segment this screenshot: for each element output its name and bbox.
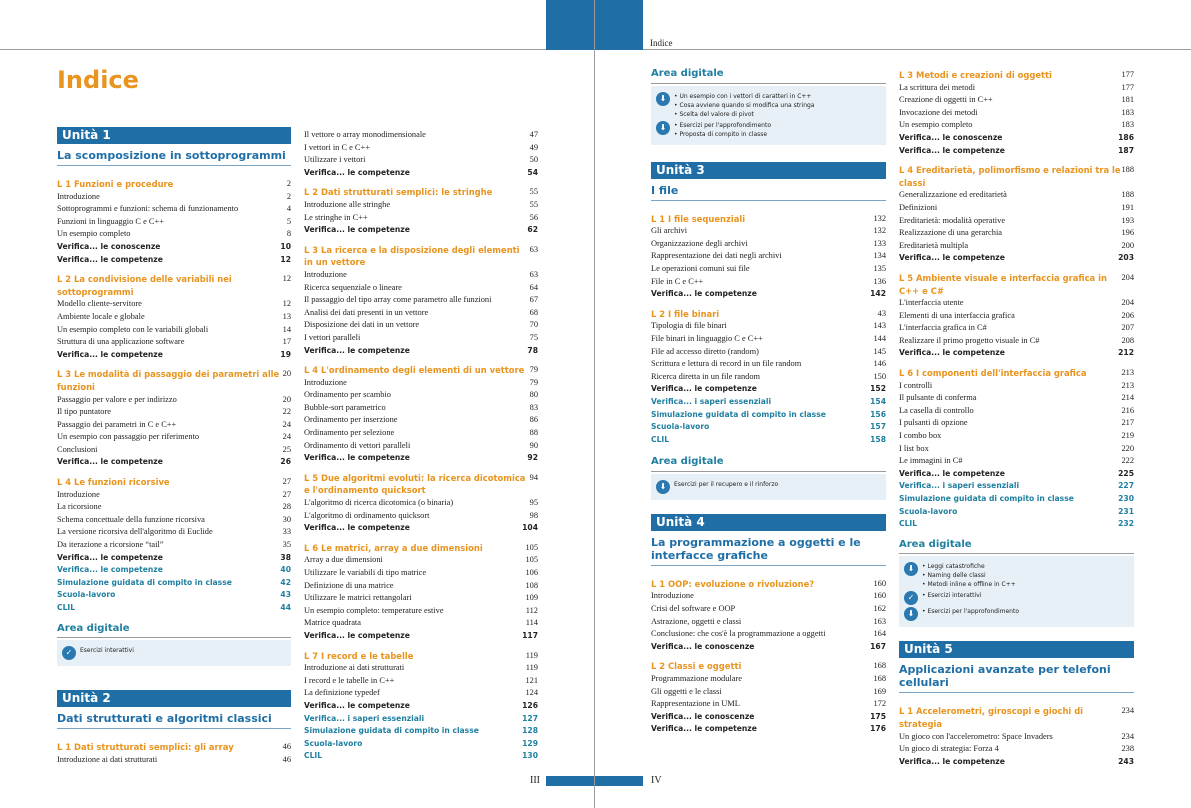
toc-entry[interactable]: Struttura di una applicazione software 17 [57,337,291,347]
toc-entry[interactable]: Scrittura e lettura di record in un file random 146 [651,359,886,369]
lesson-title[interactable]: L 5 Due algoritmi evoluti: la ricerca dicotomica e l'ordinamento quicksort 94 [304,472,538,496]
toc-entry[interactable]: Introduzione 2 [57,191,291,201]
verifica-entry[interactable]: Verifica... le conoscenze 167 [651,641,886,651]
unit-4-banner: Unità 4 [651,514,886,531]
lesson-title[interactable]: L 1 Dati strutturati semplici: gli array 46 [57,742,291,753]
area-digitale-box [651,86,886,145]
lesson-block [57,178,291,266]
download-icon: ⬇ [656,92,670,106]
area-digitale-heading: Area digitale [57,623,291,639]
verifica-entry[interactable]: Verifica... le competenze 126 [304,700,538,710]
toc-entry[interactable]: File ad accesso diretto (random) 145 [651,346,886,356]
verifica-entry[interactable]: Verifica... le competenze 12 [57,254,291,264]
toc-entry[interactable]: L'algoritmo di ricerca dicotomica (o binaria) 95 [304,498,538,508]
toc-entry[interactable]: Funzioni in linguaggio C e C++ 5 [57,216,291,226]
verifica-entry[interactable]: Simulazione guidata di compito in classe 156 [651,409,886,419]
toc-entry[interactable]: Bubble-sort parametrico 83 [304,402,538,412]
toc-entry[interactable]: Un esempio completo 183 [899,120,1134,130]
verifica-entry[interactable]: Verifica... le competenze 117 [304,630,538,640]
check-icon: ✓ [62,646,76,660]
lesson-block [651,660,886,736]
toc-entry[interactable]: Introduzione 79 [304,377,538,387]
lesson-title[interactable]: L 4 Le funzioni ricorsive 27 [57,477,291,488]
download-icon: ⬇ [904,607,918,621]
lesson-block [304,244,538,357]
lesson-title[interactable]: L 5 Ambiente visuale e interfaccia grafica in C++ e C# 204 [899,272,1134,296]
toc-entry[interactable]: I controlli 213 [899,380,1134,390]
unit-3-banner: Unità 3 [651,162,886,179]
lesson-title[interactable]: L 6 I componenti dell'interfaccia grafica 213 [899,368,1134,379]
toc-entry[interactable]: Invocazione dei metodi 183 [899,107,1134,117]
area-item[interactable]: • Metodi inline e offline in C++ [922,580,1016,589]
verifica-entry[interactable]: Verifica... le conoscenze 175 [651,711,886,721]
toc-entry[interactable]: Un esempio con passaggio per riferimento 24 [57,432,291,442]
page-gutter [594,0,595,808]
verifica-entry[interactable]: Scuola-lavoro 43 [57,590,291,600]
toc-entry[interactable]: Da iterazione a ricorsione “tail” 35 [57,540,291,550]
toc-entry[interactable]: Utilizzare le variabili di tipo matrice 106 [304,568,538,577]
toc-entry[interactable]: Ordinamento per inserzione 86 [304,415,538,425]
toc-entry[interactable]: Ordinamento di vettori paralleli 90 [304,440,538,450]
toc-column-4 [899,69,1134,775]
area-group [656,92,881,119]
lesson-title[interactable]: L 1 Funzioni e procedure 2 [57,179,291,189]
lesson-title[interactable]: L 7 I record e le tabelle 119 [304,650,538,661]
lesson-block [57,273,291,361]
area-digitale-box [899,556,1134,627]
verifica-entry[interactable]: Verifica... le competenze 92 [304,453,538,463]
verifica-entry[interactable]: Verifica... le conoscenze 186 [899,132,1134,142]
area-item[interactable]: • Naming delle classi [922,571,1016,580]
toc-entry[interactable]: Schema concettuale della funzione ricorsiva 30 [57,514,291,524]
toc-column-2 [304,129,538,770]
verifica-entry[interactable]: Verifica... le competenze 62 [304,225,538,235]
page-title: Indice [57,66,139,94]
verifica-entry[interactable]: Verifica... le competenze 78 [304,345,538,355]
toc-entry[interactable]: Tipologia di file binari 143 [651,321,886,331]
lesson-title[interactable]: L 4 L'ordinamento degli elementi di un vettore 79 [304,365,538,376]
page-number-right: IV [651,775,662,786]
toc-entry[interactable]: Le stringhe in C++ 56 [304,212,538,222]
area-group [904,591,1129,605]
unit-3-lessons [651,213,886,447]
toc-entry[interactable]: File in C e C++ 136 [651,276,886,286]
toc-entry[interactable]: Il passaggio del tipo array come parametro alle funzioni 67 [304,295,538,305]
toc-entry[interactable]: Organizzazione degli archivi 133 [651,238,886,248]
lesson-block [304,542,538,643]
toc-entry[interactable]: Matrice quadrata 114 [304,618,538,628]
verifica-entry[interactable]: Simulazione guidata di compito in classe 128 [304,726,538,736]
lesson-block [899,705,1134,768]
toc-entry[interactable]: Conclusioni 25 [57,444,291,454]
area-digitale-heading: Area digitale [899,539,1134,555]
verifica-entry[interactable]: CLIL 158 [651,434,886,444]
toc-entry[interactable]: Un gioco con l'accelerometro: Space Invaders 234 [899,731,1134,741]
area-lines [922,607,1019,616]
lesson-title[interactable]: L 3 Le modalità di passaggio dei parametri alle funzioni 20 [57,369,291,392]
area-digitale-box [57,640,291,666]
unit-5-banner: Unità 5 [899,641,1134,658]
toc-entry[interactable]: Ricerca diretta in un file random 150 [651,371,886,381]
verifica-entry[interactable]: Verifica... le competenze 212 [899,348,1134,358]
toc-entry[interactable]: La versione ricorsiva dell'algoritmo di Euclide 33 [57,527,291,537]
toc-column-1 [57,127,291,766]
toc-entry[interactable]: Astrazione, oggetti e classi 163 [651,616,886,626]
toc-entry[interactable]: Introduzione ai dati strutturati 46 [57,754,291,764]
unit-5-subtitle: Applicazioni avanzate per telefoni cellulari [899,658,1134,693]
toc-entry[interactable]: Definizione di una matrice 108 [304,580,538,590]
unit-1-subtitle: La scomposizione in sottoprogrammi [57,144,291,166]
verifica-entry[interactable]: Verifica... i saperi essenziali 127 [304,713,538,723]
lesson-block [304,186,538,236]
area-item[interactable]: • Proposta di compito in classe [674,130,771,139]
lesson-title[interactable]: L 3 La ricerca e la disposizione degli elementi in un vettore 63 [304,244,538,268]
area-item[interactable]: • Esercizi interattivi [922,591,981,600]
toc-entry[interactable]: Il tipo puntatore 22 [57,407,291,417]
area-group [904,562,1129,589]
toc-entry[interactable]: Creazione di oggetti in C++ 181 [899,95,1134,105]
lesson-block [57,476,291,615]
toc-entry[interactable]: La scrittura dei metodi 177 [899,82,1134,92]
toc-entry[interactable]: Crisi del software e OOP 162 [651,604,886,614]
verifica-entry[interactable]: Verifica... le competenze 187 [899,145,1134,155]
area-item[interactable]: • Scelta del valore di pivot [674,110,814,119]
toc-entry[interactable]: L'algoritmo di ordinamento quicksort 98 [304,510,538,520]
area-lines [922,562,1016,589]
area-digitale-heading: Area digitale [651,68,886,84]
lesson-title[interactable]: L 6 Le matrici, array a due dimensioni 105 [304,542,538,553]
verifica-entry[interactable]: Simulazione guidata di compito in classe 230 [899,494,1134,503]
download-icon: ⬇ [656,480,670,494]
lesson-block [304,129,538,179]
toc-entry[interactable]: L'interfaccia grafica in C# 207 [899,323,1134,333]
toc-entry[interactable]: Disposizione dei dati in un vettore 70 [304,320,538,330]
unit-1-banner: Unità 1 [57,127,291,144]
area-lines [922,591,981,600]
toc-entry[interactable]: Gli archivi 132 [651,226,886,236]
area-item[interactable]: Esercizi interattivi [80,647,134,655]
verifica-entry[interactable]: Simulazione guidata di compito in classe 42 [57,577,291,587]
verifica-entry[interactable]: Verifica... le competenze 104 [304,523,538,533]
toc-entry[interactable]: Passaggio dei parametri in C e C++ 24 [57,419,291,429]
unit-2-banner: Unità 2 [57,690,291,707]
toc-entry[interactable]: Generalizzazione ed ereditarietà 188 [899,190,1134,200]
toc-entry[interactable]: Un esempio completo 8 [57,229,291,239]
toc-entry[interactable]: I combo box 219 [899,431,1134,441]
area-lines [674,92,814,119]
area-digitale-heading: Area digitale [651,456,886,472]
verifica-entry[interactable]: Scuola-lavoro 129 [304,738,538,748]
toc-entry[interactable]: Utilizzare le matrici rettangolari 109 [304,593,538,603]
toc-entry[interactable]: Realizzare il primo progetto visuale in C# 208 [899,335,1134,345]
header-tab-left [546,0,594,50]
toc-entry[interactable]: Le operazioni comuni sui file 135 [651,263,886,273]
area-item[interactable]: Esercizi per il recupero e il rinforzo [674,480,779,488]
footer-tab-right [595,776,643,786]
verifica-entry[interactable]: Scuola-lavoro 231 [899,506,1134,516]
verifica-entry[interactable]: Verifica... le competenze 54 [304,167,538,177]
toc-entry[interactable]: Ordinamento per scambio 80 [304,390,538,400]
toc-entry[interactable]: Ricerca sequenziale o lineare 64 [304,282,538,292]
toc-entry[interactable]: Array a due dimensioni 105 [304,555,538,565]
toc-entry[interactable]: Il pulsante di conferma 214 [899,393,1134,403]
verifica-entry[interactable]: Verifica... i saperi essenziali 154 [651,396,886,406]
unit-3-subtitle: I file [651,179,886,201]
toc-entry[interactable]: Definizioni 191 [899,202,1134,212]
toc-entry[interactable]: Il vettore o array monodimensionale 47 [304,130,538,139]
toc-entry[interactable]: Realizzazione di una gerarchia 196 [899,228,1134,238]
verifica-entry[interactable]: Verifica... le competenze 176 [651,724,886,734]
toc-entry[interactable]: Conclusione: che cos'è la programmazione a oggetti 164 [651,629,886,639]
header-rule-right [594,49,1191,50]
area-group [656,121,881,139]
verifica-entry[interactable]: CLIL 232 [899,519,1134,529]
verifica-entry[interactable]: Verifica... le competenze 225 [899,468,1134,478]
download-icon: ⬇ [656,121,670,135]
verifica-entry[interactable]: Scuola-lavoro 157 [651,422,886,432]
lesson-block [304,364,538,465]
toc-entry[interactable]: I record e le tabelle in C++ 121 [304,675,538,685]
verifica-entry[interactable]: Verifica... le competenze 243 [899,756,1134,766]
toc-entry[interactable]: Un gioco di strategia: Forza 4 238 [899,744,1134,754]
toc-entry[interactable]: La casella di controllo 216 [899,405,1134,415]
area-item[interactable]: • Un esempio con i vettori di caratteri in C++ [674,92,814,101]
verifica-entry[interactable]: Verifica... i saperi essenziali 227 [899,481,1134,491]
lesson-block [899,272,1134,360]
lesson-block [304,650,538,763]
toc-entry[interactable]: Gli oggetti e le classi 169 [651,686,886,696]
toc-entry[interactable]: Programmazione modulare 168 [651,674,886,684]
check-icon: ✓ [904,591,918,605]
verifica-entry[interactable]: Verifica... le competenze 19 [57,349,291,359]
toc-entry[interactable]: Rappresentazione in UML 172 [651,699,886,709]
toc-entry[interactable]: Introduzione 27 [57,489,291,499]
lesson-title[interactable]: L 4 Ereditarietà, polimorfismo e relazioni tra le classi 188 [899,165,1134,188]
unit-2-block [57,690,291,766]
verifica-entry[interactable]: Verifica... le conoscenze 10 [57,241,291,251]
area-group [904,607,1129,621]
toc-entry[interactable]: Elementi di una interfaccia grafica 206 [899,310,1134,320]
lesson-title[interactable]: L 1 I file sequenziali 132 [651,213,886,224]
toc-entry[interactable]: Modello cliente-servitore 12 [57,299,291,309]
lesson-block [651,213,886,301]
download-icon: ⬇ [904,562,918,576]
verifica-entry[interactable]: Verifica... le competenze 26 [57,457,291,467]
lesson-block [899,164,1134,265]
toc-entry[interactable]: Un esempio completo con le variabili globali 14 [57,324,291,334]
toc-entry[interactable]: Introduzione alle stringhe 55 [304,199,538,209]
header-tab-right [595,0,643,50]
area-item[interactable]: • Leggi catastrofiche [922,562,1016,571]
toc-entry[interactable]: La ricorsione 28 [57,502,291,512]
lesson-title[interactable]: L 3 Metodi e creazioni di oggetti 177 [899,70,1134,80]
toc-entry[interactable]: File binari in linguaggio C e C++ 144 [651,333,886,343]
toc-entry[interactable]: I vettori paralleli 75 [304,332,538,342]
lesson-title[interactable]: L 2 I file binari 43 [651,308,886,319]
lesson-block [899,367,1134,531]
toc-entry[interactable]: I vettori in C e C++ 49 [304,142,538,152]
toc-entry[interactable]: Ereditarietà: modalità operative 193 [899,215,1134,225]
lesson-title[interactable]: L 2 La condivisione delle variabili nei sottoprogrammi 12 [57,274,291,297]
lesson-block [651,578,886,654]
toc-entry[interactable]: Analisi dei dati presenti in un vettore 68 [304,307,538,317]
area-item[interactable]: • Esercizi per l'approfondimento [674,121,771,130]
page-number-left: III [530,775,540,786]
unit-4-lessons-cont [899,69,1134,531]
lesson-title[interactable]: L 2 Dati strutturati semplici: le stringhe 55 [304,187,538,198]
toc-entry[interactable]: L'interfaccia utente 204 [899,298,1134,308]
toc-column-3 [651,68,886,743]
toc-entry[interactable]: Le immagini in C# 222 [899,456,1134,466]
unit-4-lessons [651,578,886,736]
verifica-entry[interactable]: Verifica... le competenze 203 [899,253,1134,263]
footer-tab-left [546,776,594,786]
verifica-entry[interactable]: Verifica... le competenze 152 [651,384,886,394]
verifica-entry[interactable]: Verifica... le competenze 40 [57,565,291,575]
lesson-block [304,472,538,535]
area-item[interactable]: • Esercizi per l'approfondimento [922,607,1019,616]
toc-entry[interactable]: Un esempio completo: temperature estive 112 [304,605,538,615]
toc-entry[interactable]: Ordinamento per selezione 88 [304,428,538,438]
toc-entry[interactable]: Ereditarietà multipla 200 [899,240,1134,250]
verifica-entry[interactable]: CLIL 44 [57,603,291,612]
toc-entry[interactable]: La definizione typedef 124 [304,688,538,698]
lesson-title[interactable]: L 2 Classi e oggetti 168 [651,661,886,672]
toc-entry[interactable]: I list box 220 [899,443,1134,453]
area-digitale-u1 [57,623,291,667]
verifica-entry[interactable]: Verifica... le competenze 142 [651,289,886,299]
toc-entry[interactable]: Sottoprogrammi e funzioni: schema di funzionamento 4 [57,204,291,214]
unit-5-lessons [899,705,1134,768]
toc-entry[interactable]: Ambiente locale e globale 13 [57,311,291,321]
lesson-block [57,368,291,469]
toc-entry[interactable]: Passaggio per valore e per indirizzo 20 [57,394,291,404]
unit-4-subtitle: La programmazione a oggetti e le interfacce grafiche [651,531,886,566]
unit-1-lessons [57,178,291,615]
area-item[interactable]: • Cosa avviene quando si modifica una stringa [674,101,814,110]
lesson-title[interactable]: L 1 Accelerometri, giroscopi e giochi di strategia 234 [899,706,1134,729]
unit-2-subtitle: Dati strutturati e algoritmi classici [57,707,291,729]
toc-entry[interactable]: Rappresentazione dei dati negli archivi 134 [651,251,886,261]
lesson-block [899,69,1134,157]
header-rule-left [0,49,546,50]
toc-entry[interactable]: Introduzione ai dati strutturati 119 [304,663,538,673]
toc-entry[interactable]: Introduzione 160 [651,591,886,601]
area-lines [674,121,771,139]
area-digitale-box [651,474,886,500]
lesson-block [651,308,886,447]
lesson-title[interactable]: L 1 OOP: evoluzione o rivoluzione? 160 [651,578,886,589]
toc-entry[interactable]: I pulsanti di opzione 217 [899,418,1134,428]
running-head: Indice [650,38,673,48]
verifica-entry[interactable]: CLIL 130 [304,751,538,761]
toc-entry[interactable]: Introduzione 63 [304,269,538,279]
verifica-entry[interactable]: Verifica... le competenze 38 [57,552,291,562]
toc-entry[interactable]: Utilizzare i vettori 50 [304,155,538,165]
